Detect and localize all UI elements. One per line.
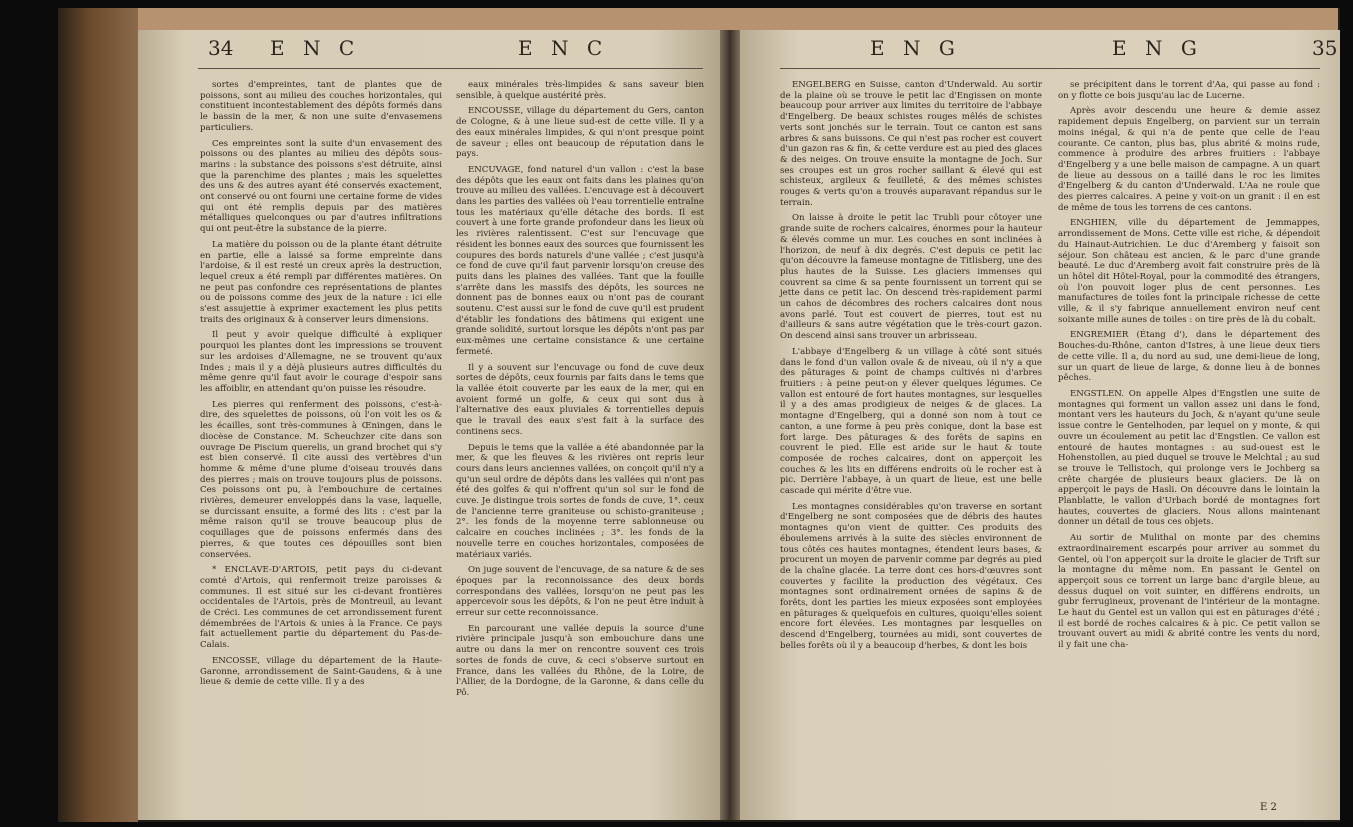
- running-header-left: E N G: [870, 36, 961, 60]
- page-number: 34: [208, 36, 234, 60]
- column-2: [456, 80, 704, 704]
- paragraph: Il peut y avoir quelque difficulté à expliquer pourquoi les plantes dont les impressions se trouvent sur les ardoises d'Allemagne, ne se trouvent qu'aux Indes ; mais il y a déjà plusieurs autres difficultés du même genre qu'il faut avoir le courage d'espoir sans les affoiblir, en attendant qu'on puisse les résoudre.: [200, 330, 442, 394]
- paragraph: Depuis le tems que la vallée a été abandonnée par la mer, & que les fleuves & les rivières ont repris leur cours dans leurs anciennes vallées, on conçoit qu'il n'y a qu'un seul ordre de dépôts dans les vallées qui n'ont pas été des golfes & qui n'offrent qu'un sol sur le fond de cuve. Je distingue trois sortes de fonds de cuve, 1°. ceux de l'ancienne terre graniteuse ou schisto-graniteuse ; 2°. les fonds de la moyenne terre sablonneuse ou calcaire en couches inclinées ; 3°. les fonds de la nouvelle terre en couches horizontales, composées de matériaux variés.: [456, 442, 704, 560]
- paragraph: se précipitent dans le torrent d'Aa, qui passe au fond : on y flotte ce bois jusqu'au lac de Lucerne.: [1058, 80, 1320, 101]
- paragraph: ENCOSSE, village du département de la Haute-Garonne, arrondissement de Saint-Gaudens, & à une lieue & demie de cette ville. Il y a des: [200, 655, 442, 688]
- right-page: [740, 30, 1340, 820]
- paragraph: On laisse à droite le petit lac Trubli pour côtoyer une grande suite de rochers calcaires, énormes pour la hauteur & élevés comme un mur. Les couches en sont inclinées à l'horizon, de neuf à dix degrés. C'est depuis ce petit lac qu'on découvre la fameuse montagne de Titlisberg, une des plus hautes de la Suisse. Les glaciers immenses qui couvrent sa cime & sa pente fournissent un torrent qui se jette dans ce petit lac. On descend très-rapidement parmi un cahos de décombres des rochers calcaires dont nous avons parlé. Tout est couvert de pierres, tout est nu d'ailleurs & sans autre végétation que le très-court gazon. On descend ainsi sans trouver un arbrisseau.: [780, 213, 1042, 342]
- paragraph: ENGSTLEN. On appelle Alpes d'Engstlen une suite de montagnes qui forment un vallon assez uni dans le fond, montant vers les hauteurs du Joch, & n'ayant qu'une seule issue contre le Gentelhoden, par lequel on y monte, & qui ouvre un écoulement au petit lac d'Engstlen. Ce vallon est entouré de hautes montagnes : au sud-ouest est le Hohenstollen, au pied duquel se trouve le Melchtal ; au sud se trouve le Tellistoch, qui prolonge vers le Jochberg sa crête chargée de plusieurs beaux glaciers. De là on apperçoit le pays de Hasli. On découvre dans le lointain la Planblatte, le vallon d'Urbach bordé de montagnes fort hautes, couvertes de glaciers. Nous allons maintenant donner un détail de tous ces objets.: [1058, 388, 1320, 528]
- column-1: [200, 80, 442, 693]
- signature-mark: E 2: [1260, 802, 1277, 813]
- book-gutter: [720, 30, 740, 820]
- column-1: [780, 80, 1042, 657]
- column-2: [1058, 80, 1320, 656]
- running-header-right: E N C: [518, 36, 609, 60]
- paragraph: En parcourant une vallée depuis la source d'une rivière principale jusqu'à son embouchure dans une autre ou dans la mer on rencontre souvent ces trois sortes de fonds de cuve, & ceci s'observe surtout en France, dans les vallées du Rhône, de la Loire, de l'Allier, de la Dordogne, de la Garonne, & dans celle du Pô.: [456, 623, 704, 698]
- paragraph: ENCUVAGE, fond naturel d'un vallon : c'est la base des dépôts que les eaux ont faits dans les plaines qu'on trouve au milieu des vallées. L'encuvage est à découvert dans les parties des vallées où l'eau torrentielle entraîne tous les matériaux qu'elle détache des bords. Il est couvert à une forte grande profondeur dans les lieux où les rivières ralentissent. C'est sur l'encuvage que résident les bonnes eaux des sources que fournissent les coupures des bords naturels d'une vallée ; c'est jusqu'à ce fond de cuve qu'il faut parvenir lorsqu'on creuse des puits dans les plaines des vallées. Tant que la fouille s'arrête dans les massifs des dépôts, les sources ne donnent pas de bonnes eaux ou n'ont pas de courant soutenu. C'est aussi sur le fond de cuve qu'il est prudent d'établir les fondations des bâtimens qui exigent une grande solidité, surtout lorsque les dépôts n'ont pas par eux-mêmes une certaine consistance & une certaine fermeté.: [456, 164, 704, 357]
- paragraph: Ces empreintes sont la suite d'un envasement des poissons ou des plantes au milieu des dépôts sous-marins : la substance des poissons s'est détruite, ainsi que la parenchime des plantes ; mais les squelettes des uns & des autres ayant été conservés exactement, ont conservé ou ont fourni une certaine forme de vides qui ont été remplis depuis par des matières métalliques quelconques ou par d'autres infiltrations qui ont peut-être la substance de la pierre.: [200, 138, 442, 235]
- paragraph: Les montagnes considérables qu'on traverse en sortant d'Engelberg ne sont composées que de débris des hautes montagnes qu'on vient de quitter. Ces produits des éboulemens arrivés à la suite des siècles environnent de tous côtés ces hautes montagnes, étendent leurs bases, & procurent un moyen de parvenir comme par degrés au pied de la chaîne glacée. La terre dont ces hors-d'œuvres sont couvertes y facilite la production des végétaux. Ces montagnes sont ordinairement ornées de sapins & de forêts, dont les parties les mieux exposées sont employées en pâturages & quelquefois en cultures, quoiqu'elles soient encore fort élevées. Les montagnes par lesquelles on descend d'Engelberg, tournées au midi, sont couvertes de belles forêts où il y a beaucoup d'herbes, & dont les bois: [780, 501, 1042, 651]
- paragraph: L'abbaye d'Engelberg & un village à côté sont situés dans le fond d'un vallon ovale & de niveau, où il n'y a que des pâturages & point de champs cultivés ni d'arbres fruitiers : à peine peut-on y élever quelques légumes. Ce vallon est entouré de fort hautes montagnes, sur lesquelles il y a des amas prodigieux de neiges & de glaces. La montagne d'Engelberg, qui a donné son nom à tout ce canton, a une forme à peu près conique, dont la base est fort large. Des pâturages & des forêts de sapins en couvrent le pied. Elle est aride sur le haut & toute composée de roches calcaires, dont on apperçoit les couches & les lits en différens endroits où le rocher est à pic. Derrière l'abbaye, à un quart de lieue, est une belle cascade qui mérite d'être vue.: [780, 346, 1042, 497]
- paragraph: ENGREMIER (Étang d'), dans le département des Bouches-du-Rhône, canton d'Istres, à une lieue deux tiers de cette ville. Il a, du nord au sud, une demi-lieue de long, sur un quart de lieue de large, & donne lieu à de bonnes pêches.: [1058, 330, 1320, 384]
- paragraph: ENGHIEN, ville du département de Jemmappes, arrondissement de Mons. Cette ville est riche, & dépendoit du Hainaut-Autrichien. Le duc d'Aremberg y faisoit son séjour. Son château est ancien, & le parc d'une grande beauté. Le duc d'Aremberg avoit fait construire près de là un hôtel dit Hôtel-Royal, pour la commodité des étrangers, où l'on pouvoit loger plus de cent personnes. Les manufactures de toiles font la principale richesse de cette ville, & il s'y fabrique annuellement environ neuf cent soixante mille aunes de toiles : on tire près de là du cobalt.: [1058, 218, 1320, 325]
- paragraph: Après avoir descendu une heure & demie assez rapidement depuis Engelberg, on parvient sur un terrain moins inégal, & qui n'a de pente que celle de l'eau courante. Ce canton, plus bas, plus abrité & moins rude, commence à produire des arbres fruitiers : l'abbaye d'Engelberg y a une belle maison de campagne. A un quart de lieue au dessous on a taillé dans le roc les limites d'Engelberg & du canton d'Underwald. L'Aa ne roule que des pierres calcaires. A peine y voit-on un granit : il en est de même de tous les torrens de ces cantons.: [1058, 106, 1320, 213]
- header-rule: [780, 68, 1320, 69]
- paragraph: Les pierres qui renferment des poissons, c'est-à-dire, des squelettes de poissons, où l'on voit les os & les écailles, sont très-communes à Œningen, dans le diocèse de Constance. M. Scheuchzer cite dans son ouvrage De Piscium querelis, un grand brochet qui s'y est bien conservé. Il cite aussi des vertèbres d'un homme & même d'une plume d'oiseau trouvés dans des pierres ; mais on trouve toujours plus de poissons. Ces poissons ont pu, à l'embouchure de certaines rivières, demeurer enveloppés dans la vase, laquelle, se durcissant ensuite, a formé des lits : c'est par la même raison qu'il se trouve beaucoup plus de coquillages que de poissons enfermés dans des pierres, & que toutes ces dépouilles sont bien conservées.: [200, 399, 442, 560]
- book-top-edge: [138, 8, 1338, 30]
- paragraph: Il y a souvent sur l'encuvage ou fond de cuve deux sortes de dépôts, ceux fournis par faits dans le tems que la vallée étoit couverte par les eaux de la mer, qui en avoient formé un golfe, & ceux qui sont dus à l'alternative des eaux pluviales & torrentielles depuis que le travail des eaux s'est fait à la surface des continens secs.: [456, 362, 704, 437]
- paragraph: ENGELBERG en Suisse, canton d'Underwald. Au sortir de la plaine où se trouve le petit lac d'Engissen on monte beaucoup pour arriver aux limites du territoire de l'abbaye d'Engelberg. De beaux schistes rouges mêlés de schistes verts sont jonchés sur le terrain. Tout ce canton est sans arbres & sans buissons. Ce qui n'est pas rocher est couvert d'un gazon ras & fin, & cette verdure est au pied des glaces & des neiges. On trouve ensuite la montagne de Joch. Sur ses croupes est un gros rocher saillant & élevé qui est schisteux, argileux & feuilleté, & des mêmes schistes rouges & verts qu'on a trouvés auparavant répandus sur le terrain.: [780, 80, 1042, 208]
- page-number: 35: [1312, 36, 1338, 60]
- open-book: [58, 8, 1340, 822]
- left-page: [138, 30, 720, 820]
- paragraph: sortes d'empreintes, tant de plantes que de poissons, sont au milieu des couches horizontales, qui constituent incontestablement des dépôts formés dans le bassin de la mer, & non une suite d'envasemens particuliers.: [200, 80, 442, 133]
- paragraph: eaux minérales très-limpides & sans saveur bien sensible, à quelque austérité près.: [456, 80, 704, 101]
- paragraph: La matière du poisson ou de la plante étant détruite en partie, elle a laissé sa forme empreinte dans l'ardoise, & il est resté un creux après la destruction, lequel creux a été rempli par différentes matières. On ne peut pas confondre ces représentations de plantes ou de poissons comme des jeux de la nature : ici elle s'est assujettie à exprimer exactement les plus petits traits des originaux & à conserver leurs dimensions.: [200, 239, 442, 325]
- paragraph: ENCOUSSE, village du département du Gers, canton de Cologne, & à une lieue sud-est de cette ville. Il y a des eaux minérales limpides, & qui n'ont presque point de saveur ; elles ont beaucoup de réputation dans le pays.: [456, 106, 704, 160]
- header-rule: [198, 68, 703, 69]
- paragraph: On juge souvent de l'encuvage, de sa nature & de ses époques par la reconnoissance des deux bords correspondans des vallées, lorsqu'on ne peut pas les appercevoir sous les dépôts, & l'on ne peut être induit à erreur sur cette reconnoissance.: [456, 565, 704, 619]
- running-header-right: E N G: [1112, 36, 1203, 60]
- book-edge: [58, 8, 138, 822]
- paragraph: * ENCLAVE-D'ARTOIS, petit pays du ci-devant comté d'Artois, qui renfermoit treize paroisses & communes. Il est situé sur les ci-devant frontières occidentales de l'Artois, près de Montreuil, au levant de Créci. Les communes de cet arrondissement furent démembrées de l'Artois & unies à la France. Ce pays fait actuellement partie du département du Pas-de-Calais.: [200, 565, 442, 651]
- paragraph: Au sortir de Mulithal on monte par des chemins extraordinairement escarpés pour arriver au sommet du Gentel, où l'on apperçoit sur la droite le glacier de Trift sur la montagne du même nom. En passant le Gentel on apperçoit sous ce torrent un large banc d'argile bleue, au dessus duquel on voit suinter, en différens endroits, un gubr ferrugineux, provenant de l'intérieur de la montagne. Le haut du Gentel est un vallon qui est en pâturages d'été ; il est bordé de roches calcaires & à pic. Ce petit vallon se trouvant ouvert au midi & abrité contre les vents du nord, il y fait une cha-: [1058, 533, 1320, 651]
- running-header-left: E N C: [270, 36, 361, 60]
